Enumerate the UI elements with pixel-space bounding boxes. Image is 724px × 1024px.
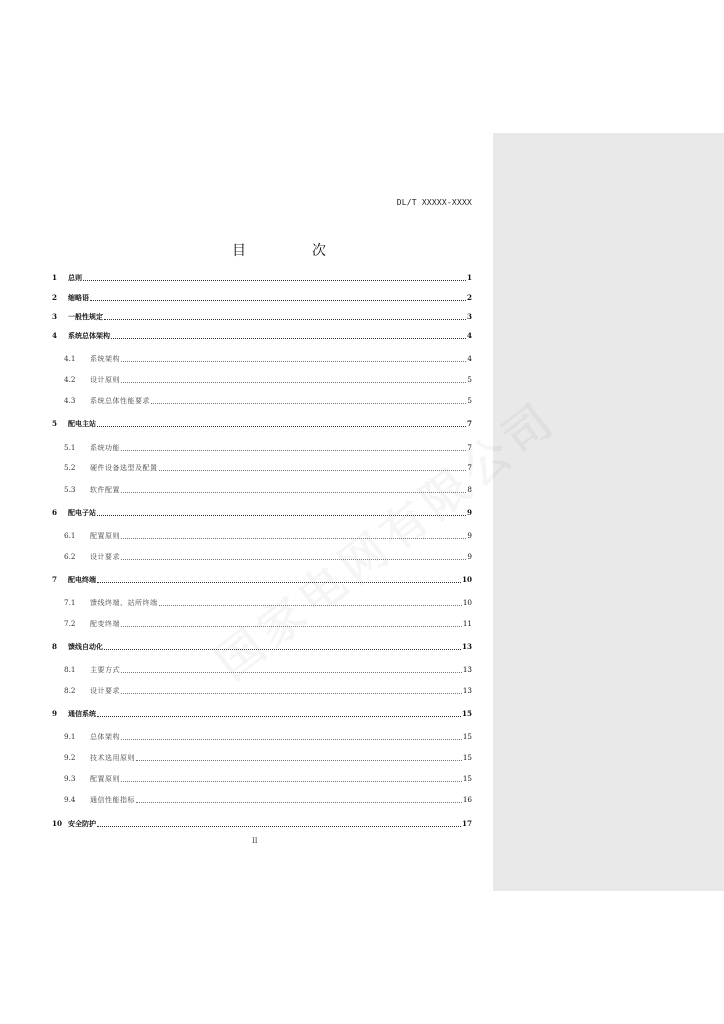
toc-dot-leader [97,825,461,827]
toc-entry-title: 设计原则 [90,376,120,384]
toc-entry-number: 4.1 [64,354,76,363]
toc-entry-number: 5.1 [64,443,76,452]
toc-entry[interactable] [64,616,472,628]
toc-entry-page: 17 [461,819,472,828]
toc-entry-number: 9.1 [64,732,76,741]
toc-entry[interactable] [52,328,472,340]
toc-dot-leader [121,558,466,560]
toc-entry-number: 3 [52,312,58,321]
toc-entry-page: 3 [466,312,472,321]
toc-entry-page: 15 [462,732,472,741]
toc-dot-leader [83,279,466,281]
toc-entry-page: 9 [467,552,472,561]
toc-entry[interactable] [64,351,472,363]
toc-entry-title: 配变终端 [90,620,120,628]
toc-entry-number: 8.1 [64,665,76,674]
toc-dot-leader [136,801,462,803]
toc-dot-leader [159,469,467,471]
toc-dot-leader [97,715,461,717]
toc-entry-number: 9 [52,709,58,718]
toc-entry[interactable] [64,393,472,405]
toc-dot-leader [121,692,462,694]
toc-dot-leader [121,671,462,673]
toc-entry-number: 7.1 [64,598,76,607]
toc-entry[interactable] [64,440,472,452]
toc-entry-title: 总则 [68,274,82,282]
toc-entry-title: 主要方式 [90,666,120,674]
toc-entry[interactable] [64,662,472,674]
toc-dot-leader [159,604,462,606]
toc-entry-number: 6.2 [64,552,76,561]
toc-entry-page: 1 [466,273,472,282]
toc-dot-leader [121,780,462,782]
toc-entry[interactable] [52,706,472,718]
toc-entry-number: 2 [52,293,58,302]
toc-dot-leader [97,514,466,516]
toc-entry[interactable] [64,482,472,494]
toc-entry[interactable] [64,750,472,762]
toc-dot-leader [121,381,466,383]
toc-entry-title: 缩略语 [68,294,89,302]
toc-entry-page: 7 [466,419,472,428]
toc-entry-number: 8 [52,642,58,651]
toc-entry-number: 8.2 [64,686,76,695]
toc-entry[interactable] [64,683,472,695]
toc-entry-number: 9.2 [64,753,76,762]
toc-entry-title: 系统总体性能要求 [90,397,150,405]
toc-entry[interactable] [64,595,472,607]
toc-entry-page: 13 [461,642,472,651]
toc-entry-number: 6 [52,508,58,517]
toc-entry-title: 一般性规定 [68,313,103,321]
toc-entry-title: 设计要求 [90,687,120,695]
toc-entry-number: 5.2 [64,463,76,472]
toc-dot-leader [121,491,466,493]
toc-entry-title: 系统架构 [90,355,120,363]
document-code: DL/T XXXXX-XXXX [396,198,472,207]
toc-entry[interactable] [52,270,472,282]
toc-dot-leader [97,425,466,427]
toc-entry[interactable] [64,549,472,561]
footer-page-number: II [252,837,258,845]
toc-dot-leader [104,648,461,650]
toc-dot-leader [104,318,466,320]
toc-entry-number: 4.2 [64,375,76,384]
toc-dot-leader [121,449,466,451]
toc-dot-leader [121,360,466,362]
toc-entry-number: 7 [52,575,58,584]
toc-entry-number: 9.3 [64,774,76,783]
toc-entry-page: 16 [462,795,472,804]
toc-entry-title: 馈线自动化 [68,643,103,651]
toc-entry[interactable] [64,792,472,804]
toc-entry[interactable] [64,729,472,741]
toc-entry[interactable] [52,639,472,651]
toc-entry-title: 系统功能 [90,444,120,452]
toc-entry-page: 2 [466,293,472,302]
toc-entry[interactable] [52,816,472,828]
toc-dot-leader [121,738,462,740]
toc-entry[interactable] [64,528,472,540]
toc-entry-page: 5 [467,375,472,384]
toc-entry-title: 安全防护 [68,820,96,828]
toc-entry-title: 总体架构 [90,733,120,741]
toc-entry-title: 设计要求 [90,553,120,561]
comment-pane [493,133,724,891]
toc-entry-number: 5 [52,419,58,428]
toc-entry-number: 7.2 [64,619,76,628]
toc-entry-page: 10 [461,575,472,584]
toc-entry-page: 13 [462,665,472,674]
toc-entry-title: 配电终端 [68,576,96,584]
toc-entry-page: 9 [467,531,472,540]
toc-entry-page: 7 [467,443,472,452]
toc-entry[interactable] [64,771,472,783]
toc-entry-number: 6.1 [64,531,76,540]
toc-dot-leader [121,625,462,627]
toc-entry-page: 15 [462,753,472,762]
toc-entry-title: 配电子站 [68,509,96,517]
toc-entry-page: 8 [467,485,472,494]
toc-entry-number: 5.3 [64,485,76,494]
toc-entry-title: 系统总体架构 [68,332,110,340]
toc-entry-number: 1 [52,273,58,282]
toc-dot-leader [121,537,466,539]
toc-entry-page: 11 [462,619,472,628]
toc-entry-title: 配电主站 [68,420,96,428]
toc-entry-number: 4.3 [64,396,76,405]
toc-entry[interactable] [52,572,472,584]
toc-entry-title: 硬件设备选型及配置 [90,464,158,472]
toc-entry[interactable] [52,505,472,517]
toc-entry[interactable] [64,460,472,472]
toc-entry[interactable] [52,416,472,428]
toc-entry-title: 软件配置 [90,486,120,494]
toc-entry-number: 9.4 [64,795,76,804]
toc-entry-page: 7 [467,463,472,472]
toc-dot-leader [97,581,461,583]
toc-entry-page: 15 [462,774,472,783]
toc-entry-number: 4 [52,331,58,340]
toc-entry-page: 5 [467,396,472,405]
toc-entry-page: 13 [462,686,472,695]
toc-dot-leader [90,299,466,301]
toc-entry-title: 通信性能指标 [90,796,135,804]
toc-entry-number: 10 [52,819,63,828]
toc-entry-title: 馈线终端、站所终端 [90,599,158,607]
toc-entry[interactable] [52,290,472,302]
toc-entry-title: 技术选用原则 [90,754,135,762]
toc-entry-page: 4 [467,354,472,363]
toc-entry[interactable] [52,309,472,321]
toc-entry-page: 4 [466,331,472,340]
toc-entry-page: 15 [461,709,472,718]
toc-dot-leader [151,402,466,404]
toc-entry-title: 通信系统 [68,710,96,718]
toc-dot-leader [136,759,462,761]
toc-entry-page: 9 [466,508,472,517]
toc-entry-title: 配置原则 [90,775,120,783]
toc-dot-leader [111,337,466,339]
toc-title: 目 次 [232,243,352,259]
toc-entry[interactable] [64,372,472,384]
toc-entry-page: 10 [462,598,472,607]
toc-entry-title: 配置原则 [90,532,120,540]
